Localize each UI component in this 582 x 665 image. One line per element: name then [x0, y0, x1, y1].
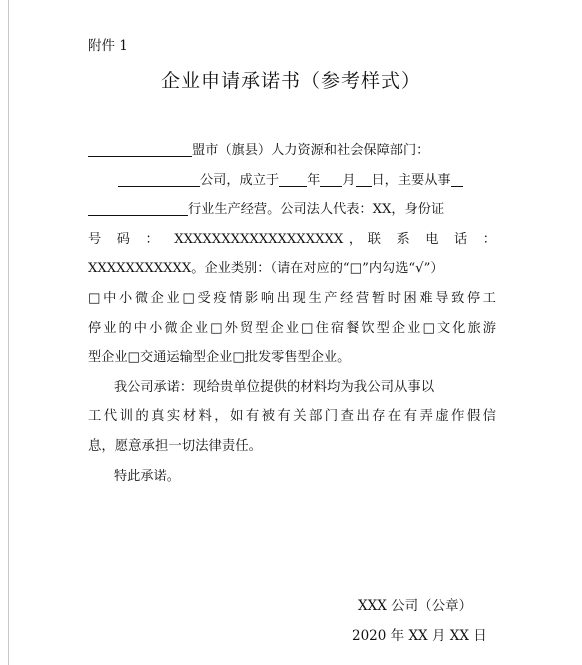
blank-city-county[interactable]: [88, 138, 192, 157]
category-options-line-2: 停业的中小微企业□外贸型企业□住宿餐饮型企业□文化旅游: [88, 320, 496, 336]
signature-date: 2020 年 XX 月 XX 日: [352, 628, 487, 644]
blank-day[interactable]: [356, 168, 372, 187]
category-options-line-1: □中小微企业□受疫情影响出现生产经营暂时困难导致停工: [88, 290, 496, 306]
promise-line-2: 工代训的真实材料，如有被有关部门查出存在有弄虚作假信: [88, 409, 496, 425]
addressee-text: 盟市（旗县）人力资源和社会保障部门：: [192, 143, 430, 158]
promise-line-1: [88, 373, 496, 403]
id-line: 号 码 ： XXXXXXXXXXXXXXXXXX，联 系 电 话 ：: [88, 231, 496, 247]
category-line: XXXXXXXXXXX。企业类别：（请在对应的“□”内勾选“√”）: [88, 261, 444, 277]
company-line: [88, 166, 496, 196]
document-body: [88, 136, 496, 491]
day-label: 日，主要从事: [371, 172, 451, 188]
year-label: 年: [307, 172, 321, 188]
blank-industry[interactable]: [88, 197, 188, 216]
blank-month[interactable]: [320, 168, 342, 187]
addressee-line: [88, 136, 496, 166]
blank-company-name[interactable]: [118, 168, 200, 187]
document-title: 企业申请承诺书（参考样式）: [160, 70, 421, 92]
industry-line: [88, 195, 496, 225]
month-label: 月: [342, 172, 356, 188]
closing-line: 特此承诺。: [114, 468, 180, 484]
category-options-line-3: 型企业□交通运输型企业□批发零售型企业。: [88, 350, 351, 366]
blank-year[interactable]: [279, 168, 307, 187]
industry-text: 行业生产经营。公司法人代表：XX，身份证: [188, 202, 445, 218]
promise-line-3: 息，愿意承担一切法律责任。: [88, 438, 263, 454]
blank-business[interactable]: [451, 168, 463, 187]
company-seal-signature: XXX 公司（公章）: [358, 598, 473, 614]
attachment-label: 附件 1: [88, 38, 128, 54]
promise-label: 我公司承诺：: [114, 379, 194, 395]
company-suffix: 公司，成立于: [200, 172, 280, 188]
page-left-border: [8, 0, 9, 665]
promise-text-1: 现给贵单位提供的材料均为我公司从事以: [193, 379, 435, 395]
